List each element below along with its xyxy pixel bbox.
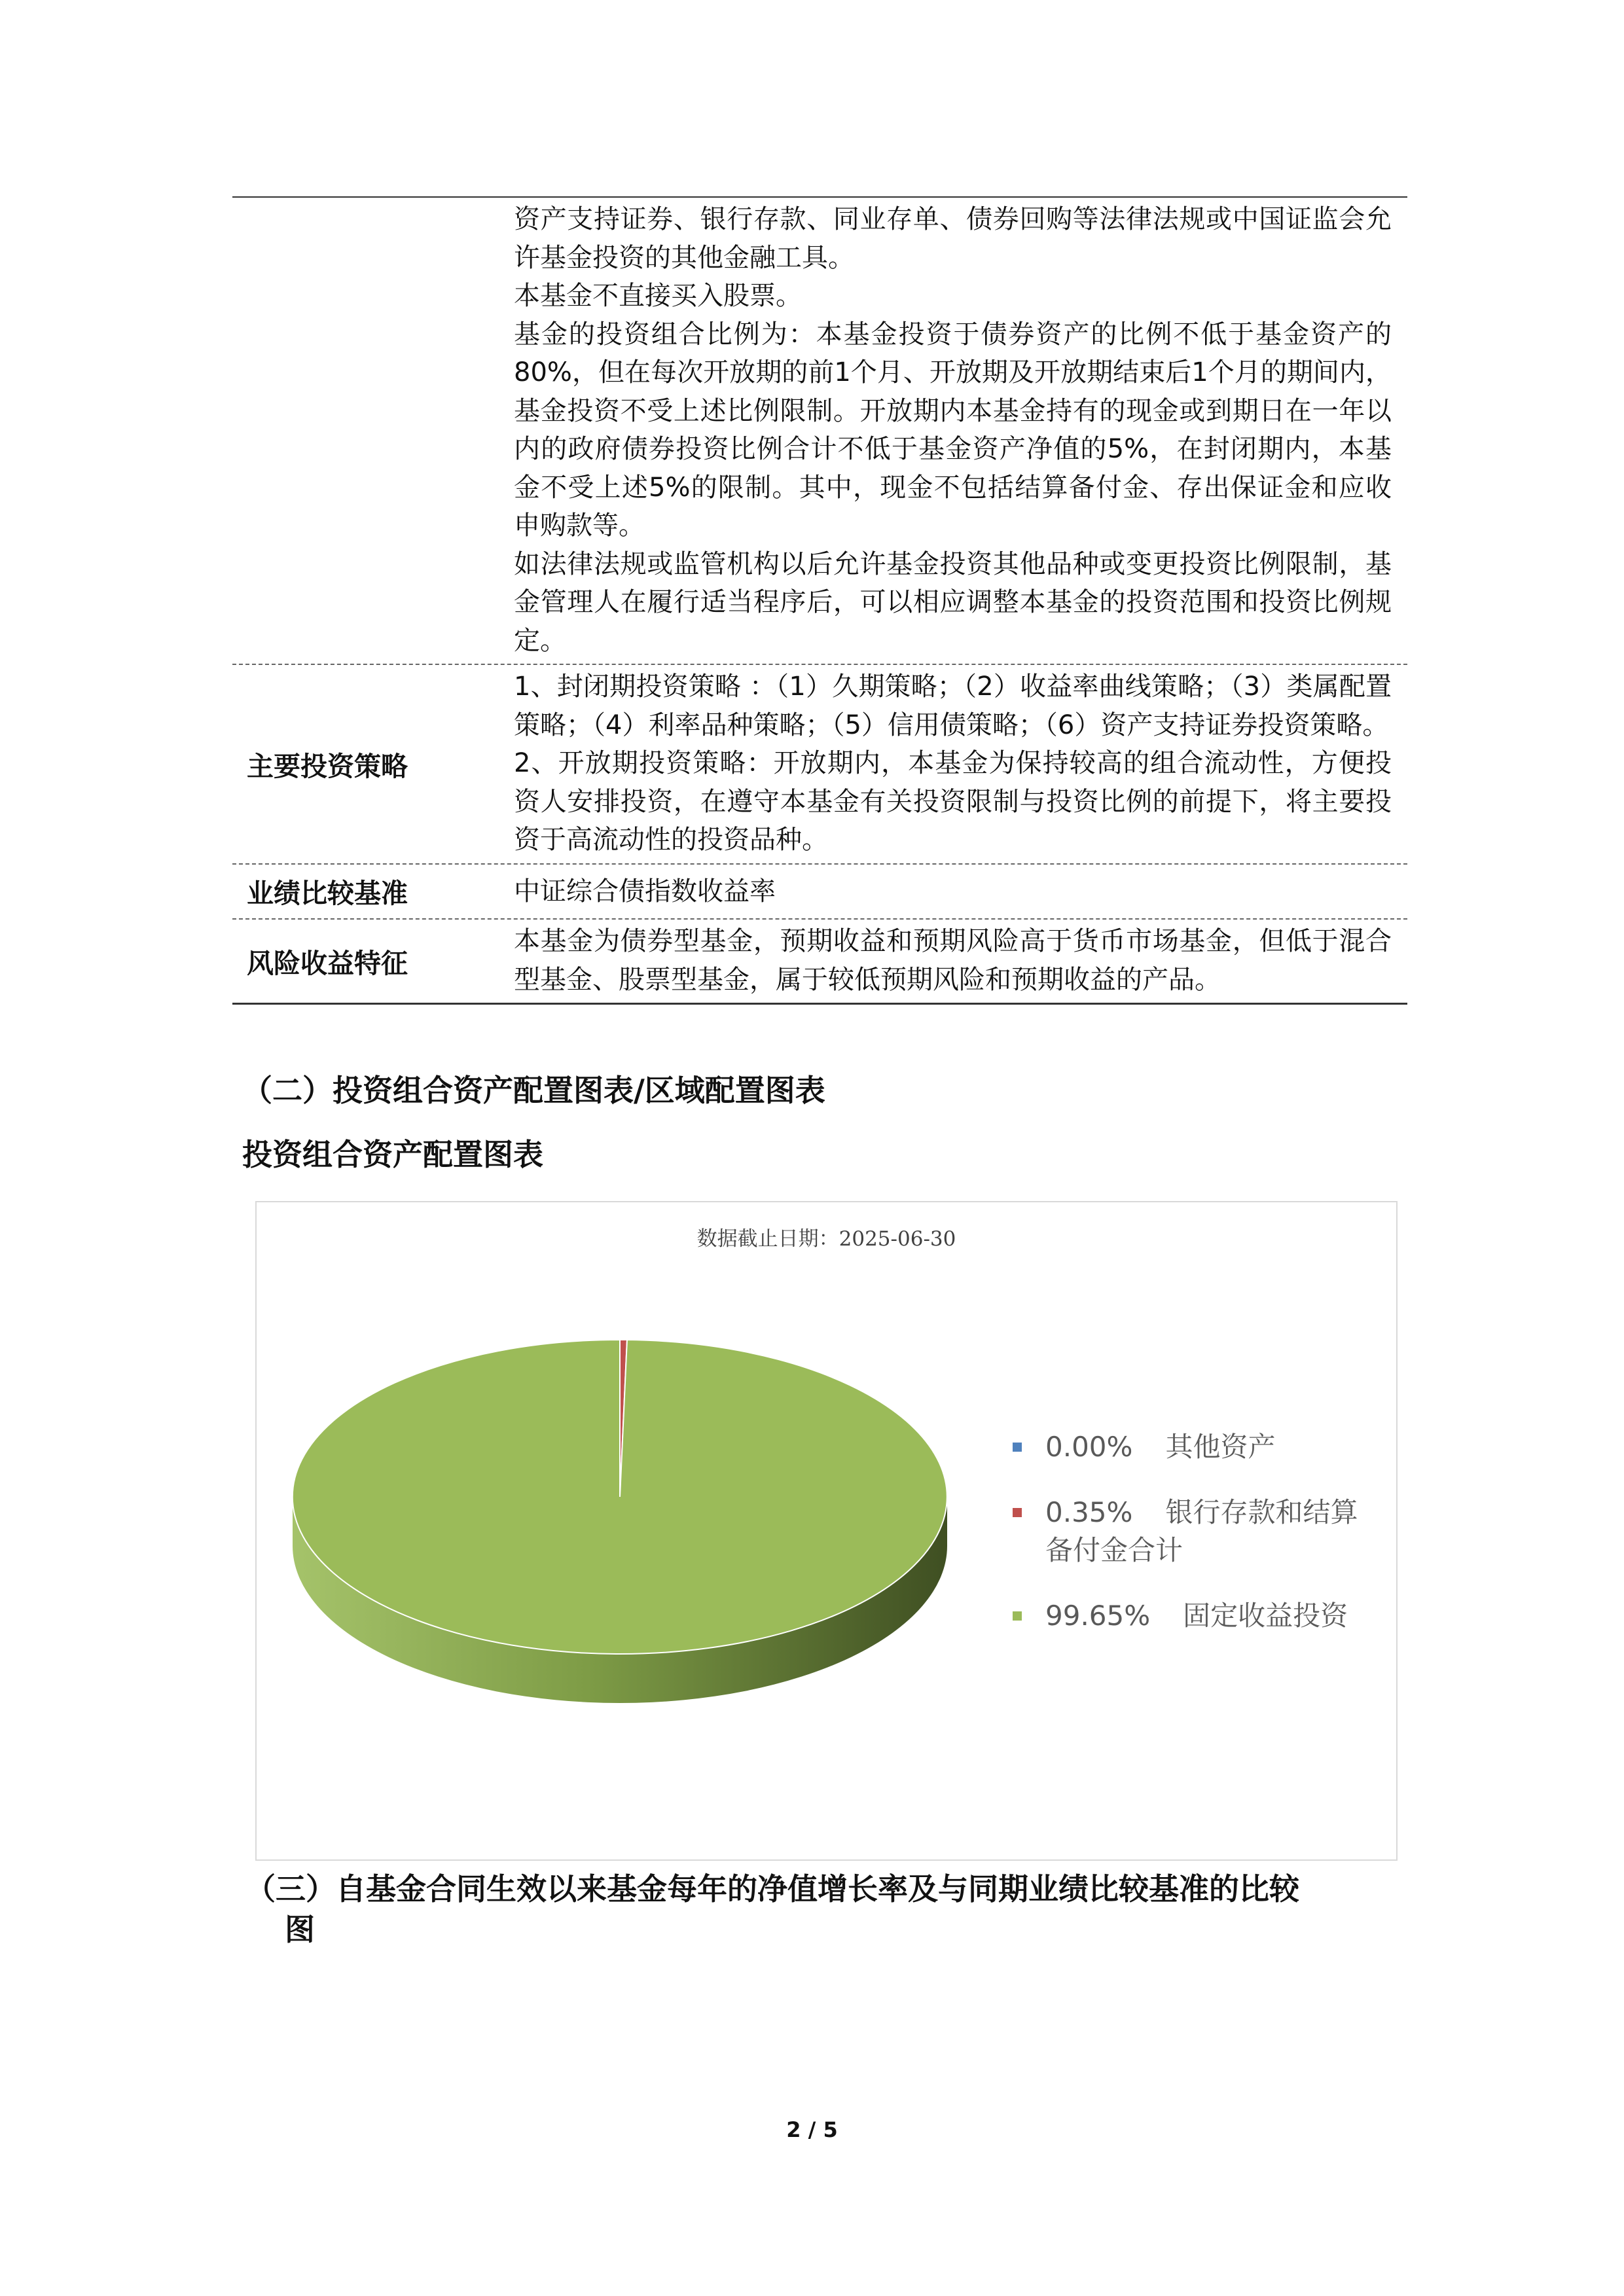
page-number: 2 / 5 bbox=[786, 2117, 838, 2142]
chart-title: 数据截止日期：2025-06-30 bbox=[696, 1227, 956, 1251]
section3-heading-line: （三）自基金合同生效以来基金每年的净值增长率及与同期业绩比较基准的比较 bbox=[245, 1871, 1299, 1907]
scope-line: 基金的投资组合比例为：本基金投资于债券资产的比例不低于基金资产的80%，但在每次开放期的前1个月、开放期及开放期结束后1个月的期间内，基金投资不受上述比例限制。开放期内本基金持有的现金或到期日在一年以内的政府债券投资比例合计不低于基金资产净值的5%，在封闭期内，本基金不受上述5%的限制。其中，现金不包括结算备付金、存出保证金和应收申购款等。 bbox=[514, 319, 1392, 541]
legend-item bbox=[1006, 1428, 1373, 1466]
scope-line: 资产支持证券、银行存款、同业存单、债券回购等法律法规或中国证监会允许基金投资的其他金融工具。 bbox=[514, 204, 1392, 273]
fund-info-table bbox=[232, 196, 1407, 1005]
legend-label: 其他资产 bbox=[1165, 1431, 1276, 1463]
legend-marker bbox=[1013, 1611, 1022, 1621]
legend-label: 固定收益投资 bbox=[1183, 1600, 1348, 1632]
risk-value: 本基金为债券型基金，预期收益和预期风险高于货币市场基金，但低于混合型基金、股票型基金，属于较低预期风险和预期收益的产品。 bbox=[514, 926, 1392, 995]
scope-line: 本基金不直接买入股票。 bbox=[514, 281, 802, 311]
chart-legend bbox=[1006, 1428, 1373, 1662]
section3-heading bbox=[245, 1869, 1404, 1950]
legend-percent: 99.65% bbox=[1045, 1600, 1151, 1632]
strategy-line: 2、开放期投资策略：开放期内，本基金为保持较高的组合流动性，方便投资人安排投资，在遵守本基金有关投资限制与投资比例的前提下，将主要投资于高流动性的投资品种。 bbox=[514, 748, 1392, 855]
legend-percent: 0.35% bbox=[1045, 1496, 1133, 1528]
risk-row bbox=[232, 920, 1407, 1005]
legend-item bbox=[1006, 1494, 1373, 1570]
legend-marker bbox=[1013, 1508, 1022, 1517]
legend-item bbox=[1006, 1597, 1373, 1635]
benchmark-label: 业绩比较基准 bbox=[247, 878, 408, 910]
benchmark-row bbox=[232, 865, 1407, 920]
strategy-line: 1、封闭期投资策略 ：（1）久期策略；（2）收益率曲线策略；（3）类属配置策略；（4）利率品种策略；（5）信用债策略；（6）资产支持证券投资策略。 bbox=[514, 672, 1392, 740]
risk-label: 风险收益特征 bbox=[247, 948, 408, 979]
section2-subheading: 投资组合资产配置图表 bbox=[242, 1137, 543, 1172]
asset-allocation-chart bbox=[255, 1201, 1398, 1861]
scope-row bbox=[232, 198, 1407, 665]
scope-line: 如法律法规或监管机构以后允许基金投资其他品种或变更投资比例限制，基金管理人在履行适当程序后，可以相应调整本基金的投资范围和投资比例规定。 bbox=[514, 548, 1392, 656]
scope-label bbox=[232, 198, 501, 664]
section2-heading: （二）投资组合资产配置图表/区域配置图表 bbox=[242, 1073, 825, 1108]
scope-body bbox=[501, 198, 1407, 664]
strategy-label: 主要投资策略 bbox=[247, 750, 408, 782]
pie-slice-2 bbox=[293, 1340, 947, 1654]
legend-percent: 0.00% bbox=[1045, 1431, 1133, 1463]
strategy-body bbox=[501, 665, 1407, 863]
strategy-row bbox=[232, 665, 1407, 865]
pie-slices bbox=[293, 1340, 947, 1654]
legend-marker bbox=[1013, 1443, 1022, 1452]
section3-heading-line: 图 bbox=[285, 1912, 315, 1947]
legend-label: 银行存款和结算备付金合计 bbox=[1045, 1496, 1358, 1566]
benchmark-value: 中证综合债指数收益率 bbox=[514, 876, 776, 906]
